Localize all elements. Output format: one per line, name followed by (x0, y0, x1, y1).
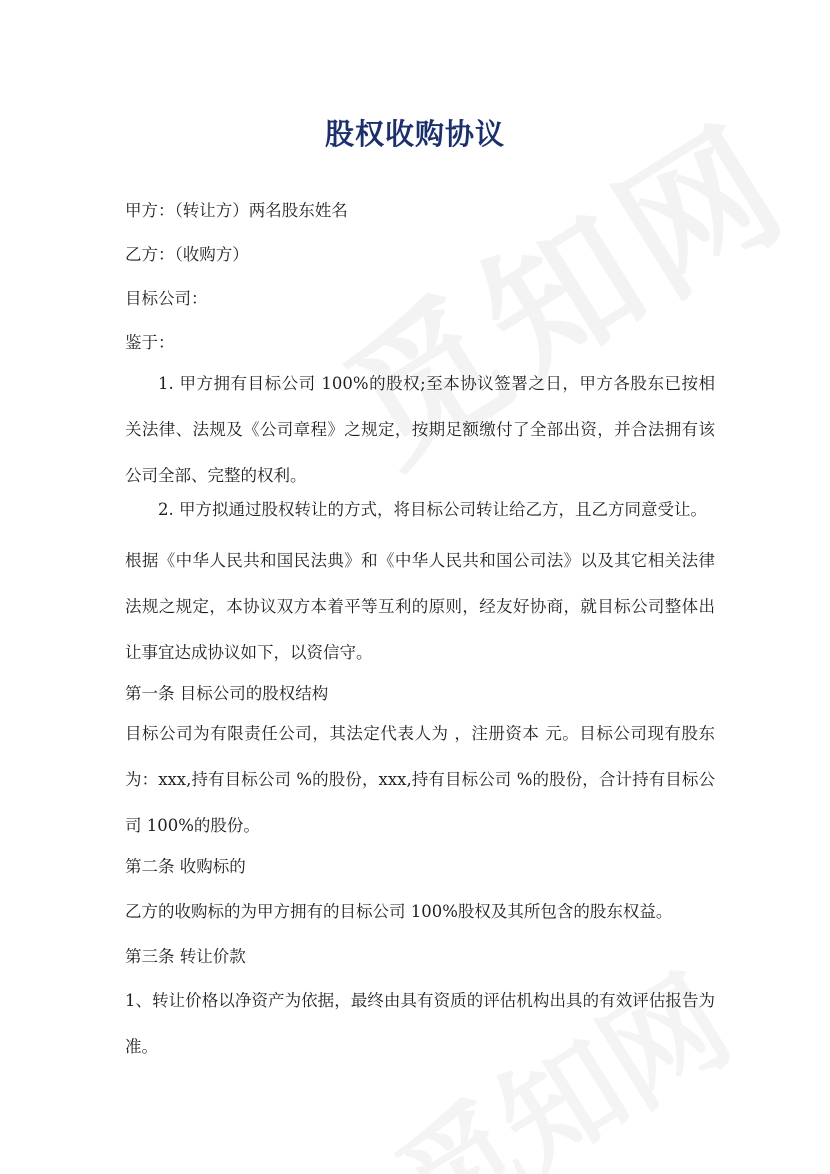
article-1-body: 目标公司为有限责任公司，其法定代表人为 ，注册资本 元。目标公司现有股东为：xxx,持有目标公司 %的股份，xxx,持有目标公司 %的股份，合计持有目标公司 100%的股份。 (125, 724, 715, 835)
whereas-line: 鉴于： (125, 333, 175, 352)
article-1-title: 第一条 目标公司的股权结构 (125, 684, 329, 703)
recital-2: 2. 甲方拟通过股权转让的方式，将目标公司转让给乙方，且乙方同意受让。 (158, 500, 707, 519)
target-company-line: 目标公司： (125, 289, 208, 308)
basis-paragraph: 根据《中华人民共和国民法典》和《中华人民共和国公司法》以及其它相关法律法规之规定，本协议双方本着平等互利的原则，经友好协商，就目标公司整体出让事宜达成协议如下，以资信守。 (125, 551, 715, 662)
article-3-title: 第三条 转让价款 (125, 947, 246, 966)
recital-1: 1. 甲方拥有目标公司 100%的股权;至本协议签署之日，甲方各股东已按相关法律、法规及《公司章程》之规定，按期足额缴付了全部出资，并合法拥有该公司全部、完整的权利。 (125, 374, 715, 485)
document-title: 股权收购协议 (324, 117, 505, 151)
party-b-line: 乙方：（收购方） (125, 245, 249, 264)
article-3-item-1: 1、转让价格以净资产为依据，最终由具有资质的评估机构出具的有效评估报告为准。 (125, 991, 715, 1056)
article-2-body: 乙方的收购标的为甲方拥有的目标公司 100%股权及其所包含的股东权益。 (125, 902, 673, 921)
party-a-line: 甲方：（转让方）两名股东姓名 (125, 201, 348, 220)
article-2-title: 第二条 收购标的 (125, 857, 246, 876)
